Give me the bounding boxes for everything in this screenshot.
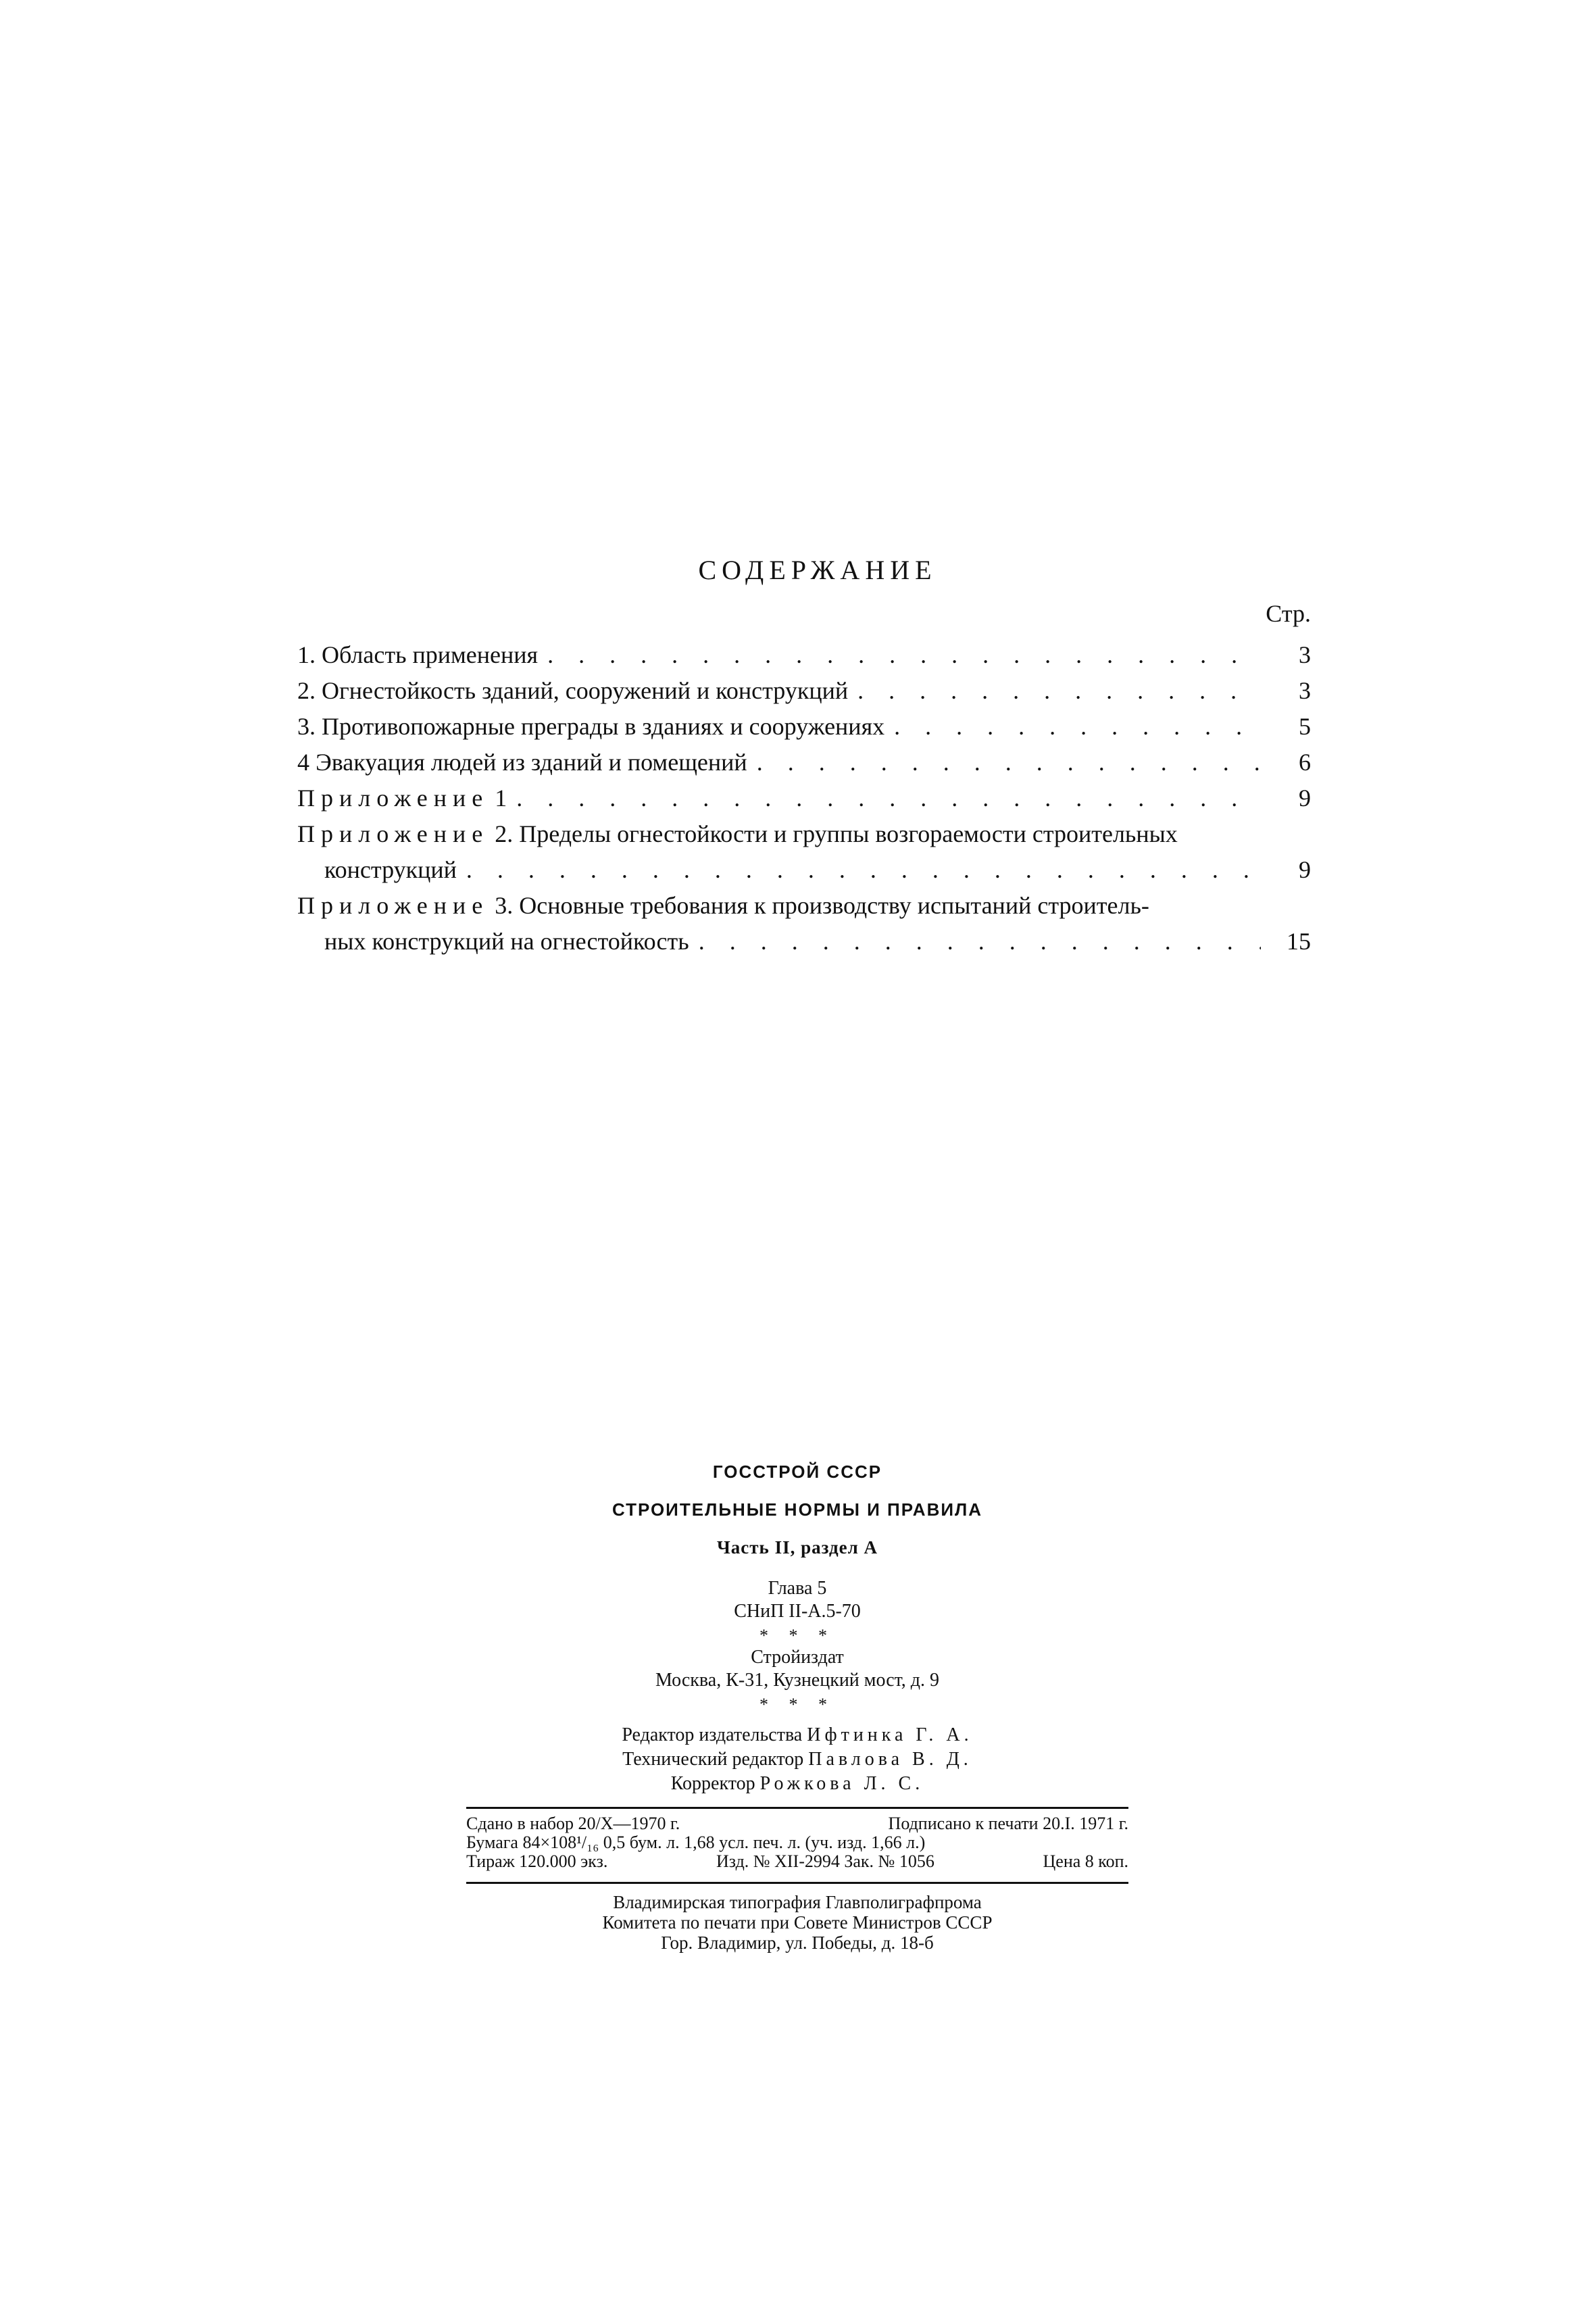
paper-format: Бумага 84×108¹/₁₆ 0,5 бум. л. 1,68 усл. печ. л. (уч. изд. 1,66 л.): [466, 1833, 926, 1852]
toc-page-header: Стр.: [1266, 600, 1311, 627]
separator-stars: * * *: [759, 1626, 835, 1645]
editor-name: Ифтинка Г. А.: [807, 1724, 973, 1745]
corrector-role: Корректор: [670, 1773, 755, 1794]
appendix-label: Приложение: [297, 892, 489, 919]
typeset-date: Сдано в набор 20/X—1970 г.: [466, 1814, 680, 1833]
imprint-block: [459, 1453, 1135, 1953]
separator-stars: * * *: [759, 1695, 835, 1714]
toc-entry-title: 3. Противопожарные преграды в зданиях и сооружениях: [297, 713, 885, 740]
toc-entry: [297, 888, 1311, 960]
toc-entry-title: 2. Огнестойкость зданий, сооружений и конструкций: [297, 677, 849, 704]
toc-entry-title: [297, 780, 507, 816]
editor-line: [459, 1723, 1135, 1747]
dot-leader: [757, 745, 1261, 780]
toc-entry: [297, 709, 1311, 745]
printer-line: Комитета по печати при Совете Министров СССР: [602, 1912, 993, 1933]
toc-entry: [297, 745, 1311, 780]
credits: [459, 1723, 1135, 1796]
organization: ГОССТРОЙ СССР: [712, 1462, 882, 1482]
appendix-title: 3. Основные требования к производству испытаний строитель-: [489, 892, 1149, 919]
toc-entry-title-cont: конструкций: [324, 856, 457, 883]
print-line: [466, 1833, 1128, 1852]
toc-entry-page: 9: [1299, 785, 1311, 812]
toc-entry-continuation: [297, 852, 1311, 888]
printer-info: [459, 1892, 1135, 1953]
editor-role: Редактор издательства: [622, 1724, 803, 1745]
toc-entry-page: 9: [1299, 856, 1311, 883]
toc-entry-title-cont: ных конструкций на огнестойкость: [324, 928, 689, 955]
toc-entry-page: 5: [1299, 713, 1311, 740]
toc-entry-continuation: [297, 924, 1311, 960]
dot-leader: [466, 852, 1261, 888]
part-section: Часть II, раздел А: [716, 1537, 878, 1558]
print-line: [466, 1852, 1128, 1871]
signed-date: Подписано к печати 20.I. 1971 г.: [888, 1814, 1128, 1833]
dot-leader: [547, 637, 1261, 673]
appendix-label: Приложение: [297, 785, 489, 812]
printer-line: Владимирская типография Главполиграфпрома: [613, 1892, 982, 1912]
toc-entry: [297, 780, 1311, 816]
toc-entry-page: 6: [1299, 749, 1311, 776]
series-title: СТРОИТЕЛЬНЫЕ НОРМЫ И ПРАВИЛА: [612, 1499, 983, 1520]
toc-entry: [297, 673, 1311, 709]
toc-entry-title: [297, 888, 1311, 924]
toc-entry: [297, 637, 1311, 673]
divider: [466, 1807, 1128, 1809]
tech-editor-line: [459, 1747, 1135, 1772]
tech-editor-name: Павлова В. Д.: [808, 1749, 972, 1770]
print-data: [466, 1814, 1128, 1871]
printer-line: Гор. Владимир, ул. Победы, д. 18-б: [661, 1933, 934, 1953]
appendix-title: 1: [489, 785, 507, 812]
divider: [466, 1882, 1128, 1884]
dot-leader: [857, 673, 1261, 709]
toc-entry-title: 4 Эвакуация людей из зданий и помещений: [297, 749, 747, 776]
toc-entry-page: 3: [1299, 677, 1311, 704]
toc-entry: [297, 816, 1311, 888]
corrector-line: [459, 1772, 1135, 1796]
chapter: Глава 5: [768, 1578, 827, 1599]
publisher: Стройиздат: [751, 1647, 844, 1668]
print-run: Тираж 120.000 экз.: [466, 1851, 608, 1871]
document-code: СНиП II-А.5-70: [734, 1601, 861, 1622]
order-number: Изд. № XII-2994 Зак. № 1056: [716, 1851, 934, 1871]
print-line: [466, 1814, 1128, 1833]
toc-entry-title: 1. Область применения: [297, 641, 539, 668]
toc-entry-title: [297, 816, 1311, 852]
tech-editor-role: Технический редактор: [622, 1749, 804, 1770]
publisher-address: Москва, К-31, Кузнецкий мост, д. 9: [655, 1670, 940, 1691]
toc-entry-page: 15: [1287, 928, 1311, 955]
corrector-name: Рожкова Л. С.: [759, 1773, 924, 1794]
dot-leader: [516, 780, 1261, 816]
dot-leader: [699, 924, 1261, 960]
price: Цена 8 коп.: [1043, 1851, 1128, 1871]
appendix-title: 2. Пределы огнестойкости и группы возгораемости строительных: [489, 820, 1178, 847]
toc-entry-page: 3: [1299, 641, 1311, 668]
dot-leader: [894, 709, 1261, 745]
toc-title: СОДЕРЖАНИЕ: [698, 555, 937, 585]
table-of-contents: [297, 554, 1311, 960]
appendix-label: Приложение: [297, 820, 489, 847]
